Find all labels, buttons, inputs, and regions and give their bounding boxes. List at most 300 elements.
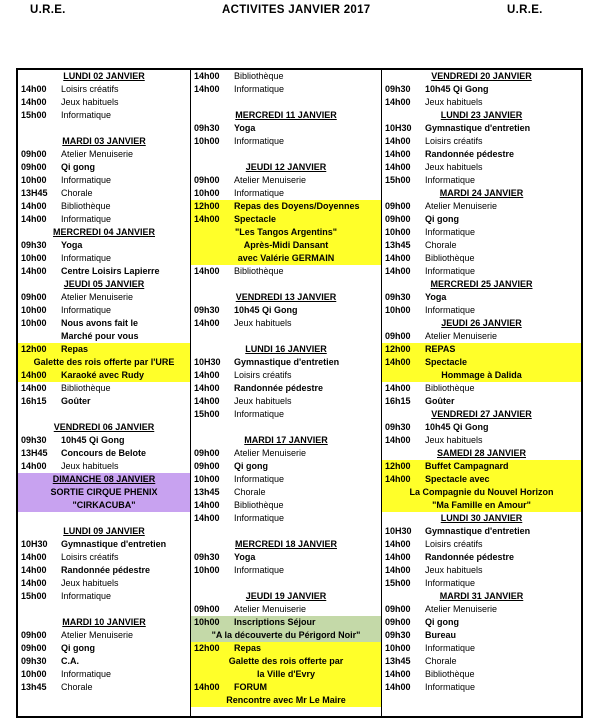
entry-activity: C.A. — [61, 656, 79, 666]
entry-activity: Informatique — [234, 136, 285, 146]
entry-time: 14h00 — [21, 383, 47, 393]
day-label: MERCREDI 18 JANVIER — [234, 539, 338, 549]
entry-time: 10h00 — [194, 188, 220, 198]
entry-time: 12h00 — [21, 344, 47, 354]
entry-activity: Informatique — [61, 669, 112, 679]
schedule-entry — [191, 629, 381, 642]
entry-activity: Bibliothèque — [234, 266, 284, 276]
schedule-entry — [191, 369, 381, 382]
entry-activity: Informatique — [61, 253, 112, 263]
schedule-entry — [18, 369, 190, 382]
entry-time: 14h00 — [21, 97, 47, 107]
entry-time: 14h00 — [21, 214, 47, 224]
schedule-entry — [18, 590, 190, 603]
schedule-entry — [382, 551, 581, 564]
schedule-entry — [191, 447, 381, 460]
entry-activity: Informatique — [425, 227, 476, 237]
day-heading — [18, 616, 190, 629]
entry-time: 14h00 — [385, 682, 411, 692]
entry-time: 14h00 — [194, 513, 220, 523]
schedule-entry — [382, 83, 581, 96]
schedule-entry — [18, 343, 190, 356]
entry-activity: Spectacle — [425, 357, 468, 367]
entry-time: 14h00 — [21, 266, 47, 276]
entry-activity: Loisirs créatifs — [61, 552, 119, 562]
entry-time: 14h00 — [21, 552, 47, 562]
schedule-entry — [382, 122, 581, 135]
entry-time: 14h00 — [21, 461, 47, 471]
entry-time: 14h00 — [194, 318, 220, 328]
entry-activity: "A la découverte du Périgord Noir" — [211, 630, 361, 640]
entry-activity: Bibliothèque — [234, 500, 284, 510]
schedule-entry — [18, 83, 190, 96]
entry-activity: Loisirs créatifs — [61, 84, 119, 94]
entry-activity: Bibliothèque — [425, 383, 475, 393]
day-heading — [18, 278, 190, 291]
entry-activity: Yoga — [61, 240, 83, 250]
entry-time: 12h00 — [194, 201, 220, 211]
entry-time: 09h30 — [385, 84, 411, 94]
schedule-entry — [191, 265, 381, 278]
entry-activity: "Les Tangos Argentins" — [234, 227, 338, 237]
day-heading — [382, 109, 581, 122]
entry-time: 14h00 — [385, 253, 411, 263]
entry-time: 14h00 — [21, 578, 47, 588]
day-label: LUNDI 02 JANVIER — [63, 71, 145, 81]
day-heading — [382, 317, 581, 330]
day-label: VENDREDI 20 JANVIER — [431, 71, 532, 81]
entry-time: 14h00 — [385, 136, 411, 146]
day-heading — [18, 70, 190, 83]
day-heading — [191, 538, 381, 551]
entry-activity: Inscriptions Séjour — [234, 617, 316, 627]
entry-activity: Loisirs créatifs — [425, 539, 483, 549]
day-label: MARDI 17 JANVIER — [244, 435, 328, 445]
schedule-entry — [382, 460, 581, 473]
entry-activity: 10h45 Qi Gong — [425, 84, 489, 94]
entry-time: 14h00 — [194, 84, 220, 94]
entry-time: 14h00 — [385, 552, 411, 562]
entry-time: 10H30 — [21, 539, 48, 549]
entry-activity: Hommage à Dalida — [441, 370, 522, 380]
schedule-entry — [191, 304, 381, 317]
day-label: MERCREDI 25 JANVIER — [430, 279, 533, 289]
schedule-entry — [382, 525, 581, 538]
entry-activity: Informatique — [425, 305, 476, 315]
entry-activity: Atelier Menuiserie — [234, 604, 307, 614]
entry-time: 14h00 — [21, 565, 47, 575]
entry-time: 14h00 — [385, 149, 411, 159]
entry-activity: 10h45 Qi Gong — [425, 422, 489, 432]
schedule-entry — [382, 252, 581, 265]
schedule-entry — [382, 200, 581, 213]
day-label: LUNDI 30 JANVIER — [440, 513, 523, 523]
schedule-entry — [382, 343, 581, 356]
schedule-entry — [18, 330, 190, 343]
entry-activity: REPAS — [425, 344, 456, 354]
entry-activity: Jeux habituels — [425, 565, 483, 575]
schedule-entry — [191, 317, 381, 330]
schedule-entry — [382, 577, 581, 590]
entry-activity: Repas des Doyens/Doyennes — [234, 201, 360, 211]
entry-time: 10h00 — [21, 318, 47, 328]
entry-activity: Bureau — [425, 630, 457, 640]
header-left: U.R.E. — [30, 4, 66, 16]
entry-activity: Spectacle avec — [425, 474, 490, 484]
schedule-entry — [18, 265, 190, 278]
entry-activity: La Compagnie du Nouvel Horizon — [409, 487, 554, 497]
schedule-entry — [191, 239, 381, 252]
entry-activity: Atelier Menuiserie — [425, 331, 498, 341]
entry-activity: Atelier Menuiserie — [234, 175, 307, 185]
day-heading — [18, 135, 190, 148]
entry-time: 09h00 — [194, 175, 220, 185]
entry-activity: Jeux habituels — [425, 97, 483, 107]
entry-time: 09h30 — [21, 435, 47, 445]
schedule-entry — [18, 434, 190, 447]
schedule-column-2 — [190, 70, 381, 716]
entry-time: 10h00 — [21, 305, 47, 315]
entry-activity: Randonnée pédestre — [425, 149, 515, 159]
entry-time: 09h30 — [194, 123, 220, 133]
schedule-entry — [382, 304, 581, 317]
day-heading — [18, 473, 190, 486]
entry-activity: Karaoké avec Rudy — [61, 370, 145, 380]
schedule-entry — [191, 122, 381, 135]
entry-time: 14h00 — [21, 201, 47, 211]
day-heading — [191, 434, 381, 447]
entry-activity: Atelier Menuiserie — [425, 604, 498, 614]
day-heading — [191, 161, 381, 174]
day-label: DIMANCHE 08 JANVIER — [52, 474, 156, 484]
entry-activity: Informatique — [234, 513, 285, 523]
day-label: MERCREDI 11 JANVIER — [235, 110, 337, 120]
schedule-entry — [382, 291, 581, 304]
entry-activity: Jeux habituels — [234, 396, 292, 406]
entry-activity: avec Valérie GERMAIN — [237, 253, 335, 263]
schedule-entry — [382, 564, 581, 577]
schedule-entry — [191, 616, 381, 629]
schedule-grid — [16, 68, 583, 718]
entry-activity: Informatique — [61, 305, 112, 315]
entry-time: 14h00 — [385, 435, 411, 445]
page-title: ACTIVITES JANVIER 2017 — [222, 4, 371, 16]
entry-activity: Chorale — [234, 487, 266, 497]
entry-activity: Gymnastique d'entretien — [61, 539, 167, 549]
schedule-entry — [382, 369, 581, 382]
schedule-entry — [18, 447, 190, 460]
entry-activity: Goûter — [425, 396, 455, 406]
schedule-column-3 — [381, 70, 581, 716]
entry-time: 14h00 — [194, 500, 220, 510]
day-heading — [18, 421, 190, 434]
entry-activity: Chorale — [425, 240, 457, 250]
day-heading — [191, 109, 381, 122]
schedule-entry — [18, 564, 190, 577]
entry-time: 13h45 — [385, 656, 411, 666]
entry-time: 15h00 — [21, 591, 47, 601]
entry-time: 14h00 — [385, 565, 411, 575]
schedule-entry — [191, 174, 381, 187]
day-label: MARDI 24 JANVIER — [439, 188, 524, 198]
day-label: JEUDI 05 JANVIER — [63, 279, 145, 289]
entry-activity: Jeux habituels — [425, 435, 483, 445]
entry-activity: Rencontre avec Mr Le Maire — [226, 695, 346, 705]
schedule-entry — [382, 330, 581, 343]
entry-time: 09h30 — [385, 292, 411, 302]
entry-time: 10h00 — [385, 227, 411, 237]
schedule-entry — [18, 642, 190, 655]
schedule-entry — [18, 200, 190, 213]
schedule-entry — [18, 577, 190, 590]
entry-activity: Bibliothèque — [425, 669, 475, 679]
entry-time: 14h00 — [385, 474, 411, 484]
entry-activity: Informatique — [61, 110, 112, 120]
entry-time: 09h00 — [21, 643, 47, 653]
entry-activity: Spectacle — [234, 214, 277, 224]
entry-time: 10h00 — [385, 643, 411, 653]
schedule-entry — [18, 356, 190, 369]
entry-time: 16h15 — [21, 396, 47, 406]
schedule-entry — [382, 642, 581, 655]
entry-time: 09h00 — [194, 461, 220, 471]
entry-activity: Goûter — [61, 396, 91, 406]
schedule-entry — [18, 317, 190, 330]
entry-activity: Centre Loisirs Lapierre — [61, 266, 160, 276]
entry-time: 14h00 — [194, 214, 220, 224]
day-label: MARDI 10 JANVIER — [62, 617, 146, 627]
day-heading — [382, 447, 581, 460]
schedule-entry — [18, 499, 190, 512]
schedule-entry — [382, 629, 581, 642]
entry-time: 10h00 — [21, 669, 47, 679]
entry-activity: Randonnée pédestre — [234, 383, 324, 393]
schedule-entry — [191, 681, 381, 694]
entry-time: 14h00 — [194, 383, 220, 393]
schedule-entry — [191, 564, 381, 577]
entry-time: 09h00 — [194, 448, 220, 458]
entry-activity: Qi gong — [234, 461, 268, 471]
schedule-entry — [18, 96, 190, 109]
entry-time: 14h00 — [385, 383, 411, 393]
schedule-entry — [382, 486, 581, 499]
schedule-entry — [18, 161, 190, 174]
schedule-entry — [191, 356, 381, 369]
entry-activity: Qi gong — [425, 214, 459, 224]
entry-time: 14h00 — [194, 266, 220, 276]
entry-activity: Jeux habituels — [61, 461, 119, 471]
schedule-entry — [382, 213, 581, 226]
entry-activity: Informatique — [61, 175, 112, 185]
entry-time: 15h00 — [194, 409, 220, 419]
schedule-entry — [382, 603, 581, 616]
day-heading — [18, 226, 190, 239]
entry-activity: Gymnastique d'entretien — [425, 526, 531, 536]
day-heading — [18, 525, 190, 538]
schedule-entry — [382, 96, 581, 109]
entry-activity: "CIRKACUBA" — [72, 500, 136, 510]
entry-activity: SORTIE CIRQUE PHENIX — [50, 487, 158, 497]
schedule-entry — [191, 187, 381, 200]
entry-time: 14h00 — [385, 97, 411, 107]
day-heading — [382, 512, 581, 525]
schedule-entry — [191, 460, 381, 473]
entry-time: 09h00 — [21, 292, 47, 302]
entry-time: 15h00 — [385, 578, 411, 588]
entry-time: 13h45 — [21, 682, 47, 692]
schedule-entry — [191, 486, 381, 499]
entry-time: 09h30 — [194, 305, 220, 315]
day-label: SAMEDI 28 JANVIER — [436, 448, 527, 458]
entry-time: 14h00 — [194, 682, 220, 692]
entry-time: 09h30 — [21, 656, 47, 666]
entry-time: 14h00 — [194, 71, 220, 81]
schedule-entry — [191, 213, 381, 226]
entry-activity: Galette des rois offerte par l'URE — [33, 357, 175, 367]
schedule-entry — [18, 304, 190, 317]
schedule-entry — [191, 499, 381, 512]
day-label: VENDREDI 13 JANVIER — [235, 292, 337, 302]
entry-activity: Atelier Menuiserie — [425, 201, 498, 211]
schedule-entry — [382, 135, 581, 148]
schedule-entry — [191, 655, 381, 668]
entry-activity: Nous avons fait le — [61, 318, 139, 328]
day-label: LUNDI 23 JANVIER — [440, 110, 523, 120]
entry-activity: Gymnastique d'entretien — [234, 357, 340, 367]
entry-time: 09h00 — [194, 604, 220, 614]
entry-activity: Atelier Menuiserie — [61, 630, 134, 640]
day-heading — [382, 187, 581, 200]
day-label: JEUDI 19 JANVIER — [245, 591, 327, 601]
entry-time: 09h00 — [385, 214, 411, 224]
entry-activity: Informatique — [425, 682, 476, 692]
entry-time: 09h00 — [21, 149, 47, 159]
entry-activity: Informatique — [234, 409, 285, 419]
schedule-entry — [18, 239, 190, 252]
entry-time: 13h45 — [385, 240, 411, 250]
entry-time: 09h00 — [21, 162, 47, 172]
entry-activity: Jeux habituels — [61, 578, 119, 588]
entry-activity: Informatique — [234, 84, 285, 94]
schedule-entry — [191, 668, 381, 681]
entry-time: 10h00 — [21, 175, 47, 185]
entry-activity: Galette des rois offerte par — [228, 656, 344, 666]
entry-time: 09h00 — [385, 604, 411, 614]
schedule-entry — [18, 629, 190, 642]
day-heading — [191, 590, 381, 603]
entry-time: 14h00 — [21, 84, 47, 94]
entry-activity: Qi gong — [61, 162, 95, 172]
entry-time: 14h00 — [21, 370, 47, 380]
schedule-column-1 — [18, 70, 190, 716]
entry-activity: FORUM — [234, 682, 267, 692]
schedule-entry — [382, 668, 581, 681]
day-heading — [382, 70, 581, 83]
entry-activity: Informatique — [425, 643, 476, 653]
schedule-entry — [18, 668, 190, 681]
schedule-entry — [191, 408, 381, 421]
entry-time: 10h00 — [194, 136, 220, 146]
schedule-entry — [382, 382, 581, 395]
entry-time: 10h00 — [194, 617, 220, 627]
entry-activity: Yoga — [234, 552, 256, 562]
entry-activity: Buffet Campagnard — [425, 461, 509, 471]
schedule-entry — [382, 239, 581, 252]
entry-activity: Bibliothèque — [234, 71, 284, 81]
entry-activity: Après-Midi Dansant — [243, 240, 329, 250]
entry-time: 12h00 — [385, 344, 411, 354]
entry-activity: Marché pour vous — [61, 331, 139, 341]
entry-activity: Repas — [234, 643, 262, 653]
day-label: MARDI 31 JANVIER — [439, 591, 524, 601]
entry-activity: Chorale — [61, 682, 93, 692]
schedule-entry — [191, 135, 381, 148]
schedule-entry — [18, 291, 190, 304]
entry-time: 09h00 — [21, 630, 47, 640]
entry-activity: Gymnastique d'entretien — [425, 123, 531, 133]
schedule-entry — [18, 655, 190, 668]
entry-activity: Qi gong — [61, 643, 95, 653]
entry-time: 10h00 — [194, 474, 220, 484]
entry-activity: Randonnée pédestre — [61, 565, 151, 575]
schedule-entry — [18, 395, 190, 408]
entry-activity: 10h45 Qi Gong — [61, 435, 125, 445]
entry-activity: Chorale — [61, 188, 93, 198]
entry-activity: Informatique — [425, 578, 476, 588]
entry-time: 13h45 — [194, 487, 220, 497]
day-label: MARDI 03 JANVIER — [62, 136, 146, 146]
entry-time: 14h00 — [194, 396, 220, 406]
day-heading — [191, 291, 381, 304]
entry-activity: Informatique — [61, 214, 112, 224]
entry-time: 14h00 — [385, 357, 411, 367]
entry-time: 16h15 — [385, 396, 411, 406]
entry-activity: Informatique — [234, 474, 285, 484]
schedule-entry — [191, 252, 381, 265]
schedule-entry — [382, 499, 581, 512]
entry-activity: Yoga — [234, 123, 256, 133]
entry-time: 14h00 — [385, 669, 411, 679]
schedule-entry — [382, 356, 581, 369]
schedule-entry — [18, 109, 190, 122]
entry-time: 10h00 — [21, 253, 47, 263]
entry-activity: Atelier Menuiserie — [61, 149, 134, 159]
entry-time: 15h00 — [21, 110, 47, 120]
entry-activity: Informatique — [425, 175, 476, 185]
day-heading — [382, 408, 581, 421]
schedule-entry — [18, 551, 190, 564]
schedule-entry — [382, 265, 581, 278]
schedule-entry — [382, 421, 581, 434]
day-label: JEUDI 26 JANVIER — [441, 318, 522, 328]
entry-time: 10H30 — [385, 526, 412, 536]
schedule-entry — [191, 473, 381, 486]
schedule-entry — [18, 252, 190, 265]
schedule-entry — [191, 83, 381, 96]
entry-activity: "Ma Famille en Amour" — [432, 500, 531, 510]
schedule-entry — [382, 226, 581, 239]
schedule-entry — [18, 187, 190, 200]
schedule-entry — [191, 200, 381, 213]
entry-time: 10h00 — [194, 565, 220, 575]
schedule-entry — [191, 642, 381, 655]
entry-time: 09h00 — [385, 331, 411, 341]
schedule-entry — [191, 382, 381, 395]
header-right: U.R.E. — [507, 4, 543, 16]
entry-activity: Randonnée pédestre — [425, 552, 515, 562]
schedule-entry — [18, 486, 190, 499]
entry-activity: Yoga — [425, 292, 447, 302]
